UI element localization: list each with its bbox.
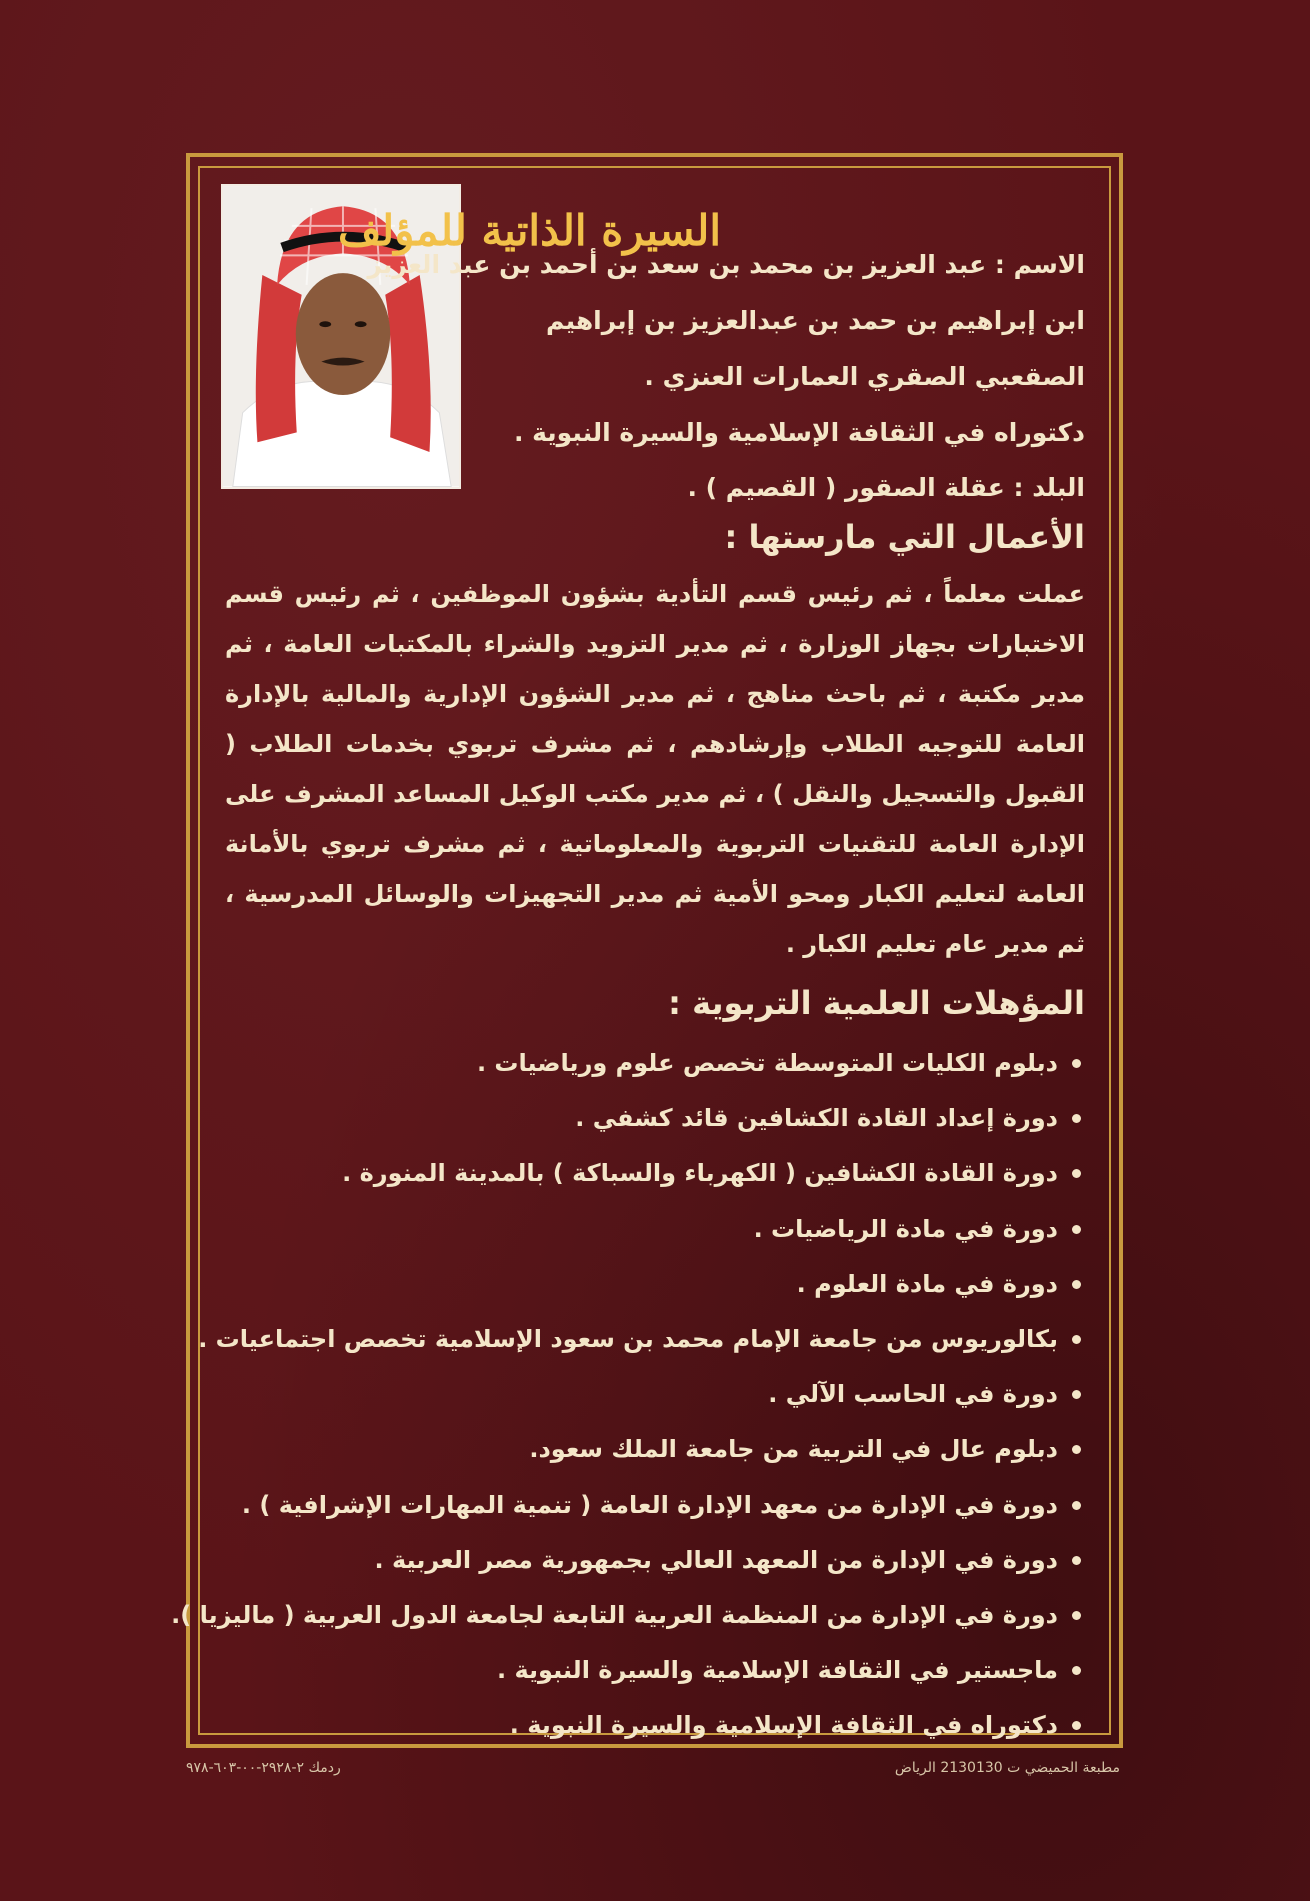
bullet-icon — [1072, 1556, 1081, 1565]
bullet-icon — [1072, 1501, 1081, 1510]
bullet-icon — [1072, 1611, 1081, 1620]
isbn-text: ردمك ٢-٢٩٢٨-٠٠-٦٠٣-٩٧٨ — [186, 1760, 341, 1776]
works-heading: الأعمال التي مارستها : — [724, 518, 1085, 556]
qualifications-list — [171, 1036, 1085, 1753]
bio-name-line-3: الصقعبي الصقري العمارات العنزي . — [644, 362, 1085, 391]
list-item: دورة في الإدارة من المعهد العالي بجمهورية مصر العربية . — [225, 1533, 1085, 1588]
bullet-icon — [1072, 1335, 1081, 1344]
list-item: دبلوم الكليات المتوسطة تخصص علوم ورياضيات . — [225, 1036, 1085, 1091]
list-item: دكتوراه في الثقافة الإسلامية والسيرة النبوية . — [225, 1698, 1085, 1753]
printer-imprint: مطبعة الحميضي ت 2130130 الرياض — [894, 1760, 1120, 1776]
list-item: بكالوريوس من جامعة الإمام محمد بن سعود الإسلامية تخصص اجتماعيات . — [225, 1312, 1085, 1367]
list-item: دورة في مادة العلوم . — [225, 1257, 1085, 1312]
list-item: دورة إعداد القادة الكشافين قائد كشفي . — [225, 1091, 1085, 1146]
bullet-icon — [1072, 1059, 1081, 1068]
list-item: دورة في الحاسب الآلي . — [225, 1367, 1085, 1422]
list-item: دورة القادة الكشافين ( الكهرباء والسباكة ) بالمدينة المنورة . — [225, 1146, 1085, 1201]
bullet-icon — [1072, 1390, 1081, 1399]
biography-panel — [171, 166, 1111, 1740]
bio-name-line-2: ابن إبراهيم بن حمد بن عبدالعزيز بن إبراهيم — [546, 306, 1085, 335]
list-item: دورة في الإدارة من معهد الإدارة العامة ( تنمية المهارات الإشرافية ) . — [225, 1478, 1085, 1533]
bullet-icon — [1072, 1114, 1081, 1123]
bullet-icon — [1072, 1666, 1081, 1675]
bullet-icon — [1072, 1169, 1081, 1178]
list-item: دبلوم عال في التربية من جامعة الملك سعود. — [225, 1422, 1085, 1477]
bio-country: البلد : عقلة الصقور ( القصيم ) . — [687, 473, 1085, 502]
bullet-icon — [1072, 1280, 1081, 1289]
list-item: دورة في مادة الرياضيات . — [225, 1202, 1085, 1257]
bullet-icon — [1072, 1721, 1081, 1730]
bio-name-line-1: الاسم : عبد العزيز بن محمد بن سعد بن أحمد بن عبد العزيز — [367, 250, 1085, 279]
bullet-icon — [1072, 1225, 1081, 1234]
works-paragraph: عملت معلماً ، ثم رئيس قسم التأدية بشؤون الموظفين ، ثم رئيس قسم الاختبارات بجهاز الوزارة ، ثم مدير التزويد والشراء بالمكتبات العامة ، ثم مدير مكتبة ، ثم باحث مناهج ، ثم مدير الشؤون الإدارية والمالية بالإدارة العامة للتوجيه الطلاب وإرشادهم ، ثم مشرف تربوي بخدمات الطلاب ( القبول والتسجيل والنقل ) ، ثم مدير مكتب الوكيل المساعد المشرف على الإدارة العامة للتقنيات التربوية والمعلوماتية ، ثم مشرف تربوي بالأمانة العامة لتعليم الكبار ومحو الأمية ثم مدير التجهيزات والوسائل المدرسية ، ثم مدير عام تعليم الكبار . — [225, 580, 1085, 958]
bio-degree: دكتوراه في الثقافة الإسلامية والسيرة النبوية . — [513, 418, 1085, 447]
qualifications-heading: المؤهلات العلمية التربوية : — [668, 984, 1085, 1022]
list-item: دورة في الإدارة من المنظمة العربية التابعة لجامعة الدول العربية ( ماليزيا ). — [225, 1588, 1085, 1643]
page-title: السيرة الذاتية للمؤلف — [337, 206, 721, 255]
bullet-icon — [1072, 1445, 1081, 1454]
list-item: ماجستير في الثقافة الإسلامية والسيرة النبوية . — [225, 1643, 1085, 1698]
